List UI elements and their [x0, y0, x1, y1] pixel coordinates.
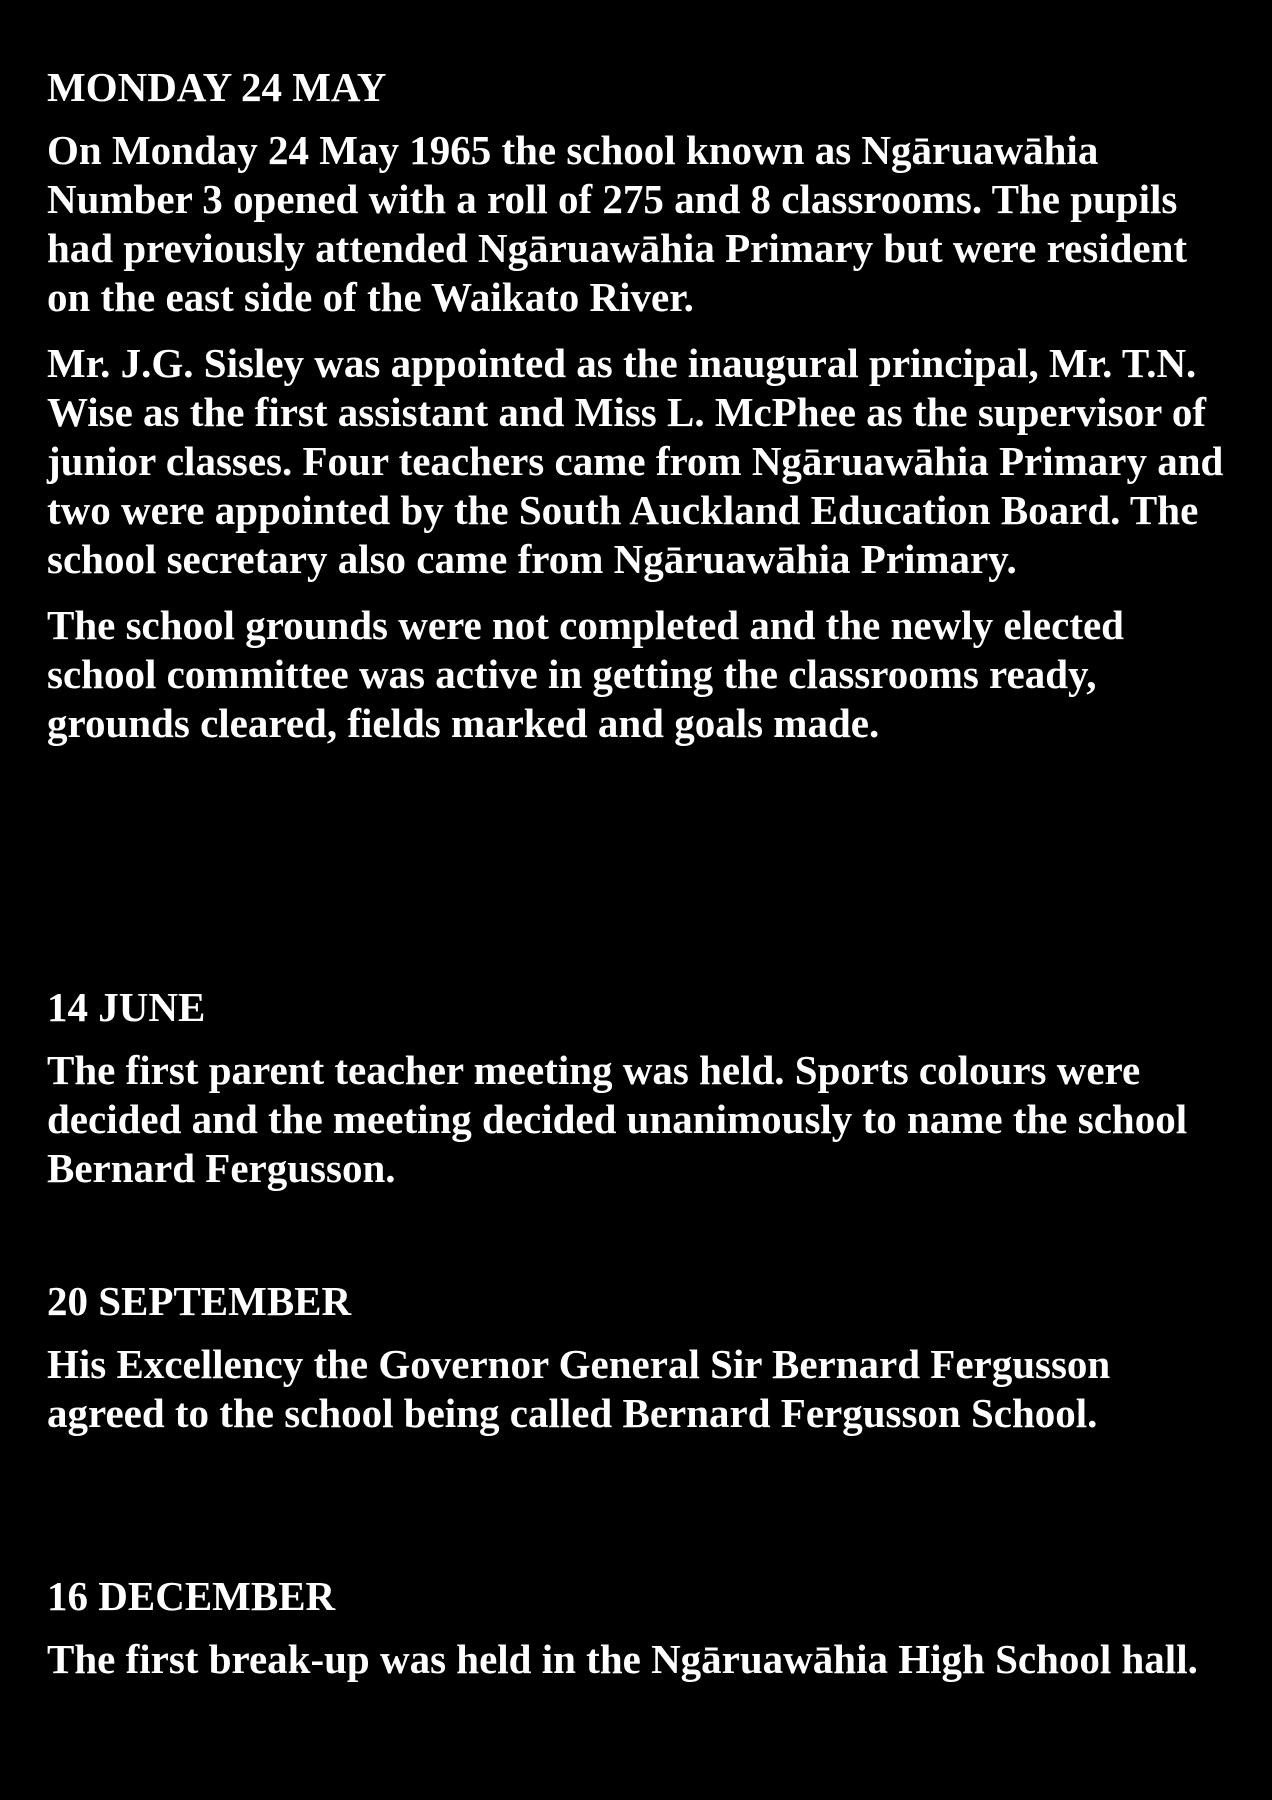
entry-heading: MONDAY 24 MAY [47, 64, 387, 110]
entry-paragraph: On Monday 24 May 1965 the school known as Ngāruawāhia Number 3 opened with a roll of 275 and 8 classrooms. The pupils had previously attended Ngāruawāhia Primary but were resident on the east side of the Waikato River. [47, 127, 1188, 320]
timeline-entry-14-june [47, 982, 1237, 1210]
timeline-entry-monday-24-may [47, 62, 1237, 748]
timeline-entry-20-september [47, 1276, 1237, 1455]
entry-paragraph: Mr. J.G. Sisley was appointed as the inaugural principal, Mr. T.N. Wise as the first assistant and Miss L. McPhee as the supervisor of junior classes. Four teachers came from Ngāruawāhia Primary and two were appointed by the South Auckland Education Board. The school secretary also came from Ngāruawāhia Primary. [47, 340, 1224, 582]
timeline-entry-16-december [47, 1571, 1237, 1701]
entry-heading: 20 SEPTEMBER [47, 1278, 352, 1324]
entry-paragraph: The first break-up was held in the Ngāruawāhia High School hall. [47, 1636, 1198, 1682]
document-page [47, 62, 1237, 1682]
entry-heading: 16 DECEMBER [47, 1573, 336, 1619]
entry-paragraph: His Excellency the Governor General Sir Bernard Fergusson agreed to the school being called Bernard Fergusson School. [47, 1341, 1111, 1436]
entry-heading: 14 JUNE [47, 984, 206, 1030]
entry-paragraph: The school grounds were not completed and the newly elected school committee was active in getting the classrooms ready, grounds cleared, fields marked and goals made. [47, 602, 1124, 746]
entry-paragraph: The first parent teacher meeting was held. Sports colours were decided and the meeting decided unanimously to name the school Bernard Fergusson. [47, 1047, 1188, 1191]
